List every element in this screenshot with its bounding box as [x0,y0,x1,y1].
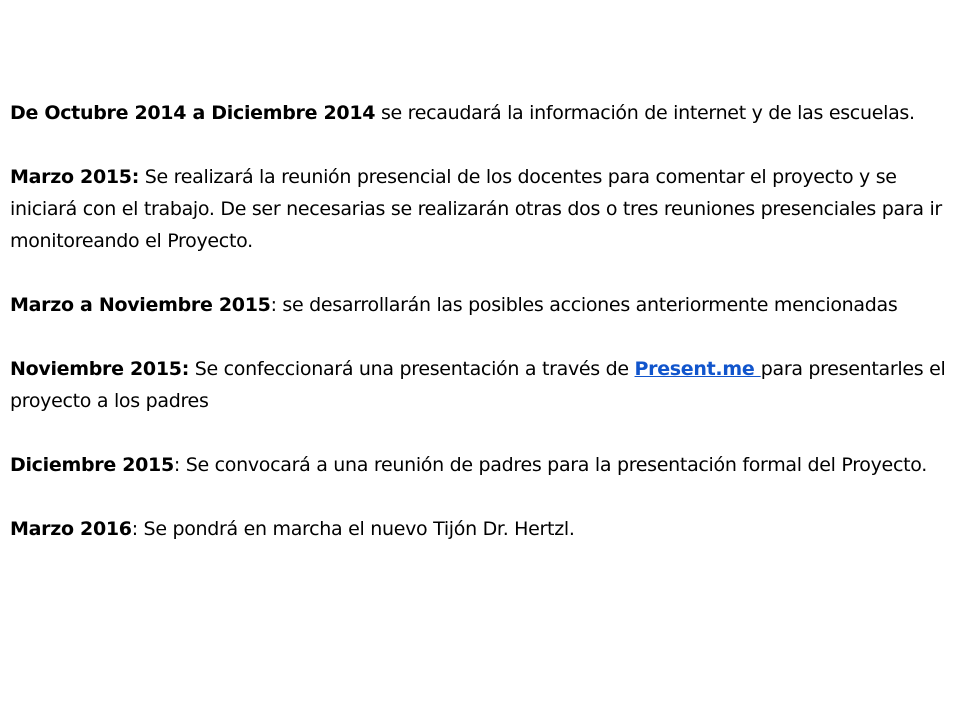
timeline-description: Se realizará la reunión presencial de los docentes para comentar el proyecto y se iniciará con el trabajo. De ser necesarias se realizarán otras dos o tres reuniones presenciales para ir monitoreando el Proyecto. [10,166,942,252]
timeline-description: : Se convocará a una reunión de padres para la presentación formal del Proyecto. [173,454,927,476]
timeline-description: se recaudará la información de internet y de las escuelas. [375,102,915,124]
timeline-date: De Octubre 2014 a Diciembre 2014 [10,102,376,124]
timeline-description: Se confeccionará una presentación a través de [189,358,635,380]
timeline-description: : Se pondrá en marcha el nuevo Tijón Dr. Hertzl. [131,518,575,540]
timeline-item-nov-2015 [10,353,956,417]
timeline-text [10,97,956,545]
timeline-date: Marzo 2016 [10,518,132,540]
timeline-item-oct-dec-2014 [10,97,956,129]
timeline-date: Diciembre 2015 [10,454,174,476]
timeline-item-mar-nov-2015 [10,289,956,321]
timeline-item-dec-2015 [10,449,956,481]
timeline-date: Marzo 2015: [10,166,140,188]
timeline-description: : se desarrollarán las posibles acciones anteriormente mencionadas [270,294,898,316]
timeline-item-mar-2016 [10,513,956,545]
timeline-description-continued: para presentarles el proyecto a los padres [10,358,946,412]
present-me-link[interactable]: Present.me [634,358,761,380]
timeline-item-mar-2015 [10,161,956,257]
timeline-date: Marzo a Noviembre 2015 [10,294,271,316]
timeline-date: Noviembre 2015: [10,358,189,380]
